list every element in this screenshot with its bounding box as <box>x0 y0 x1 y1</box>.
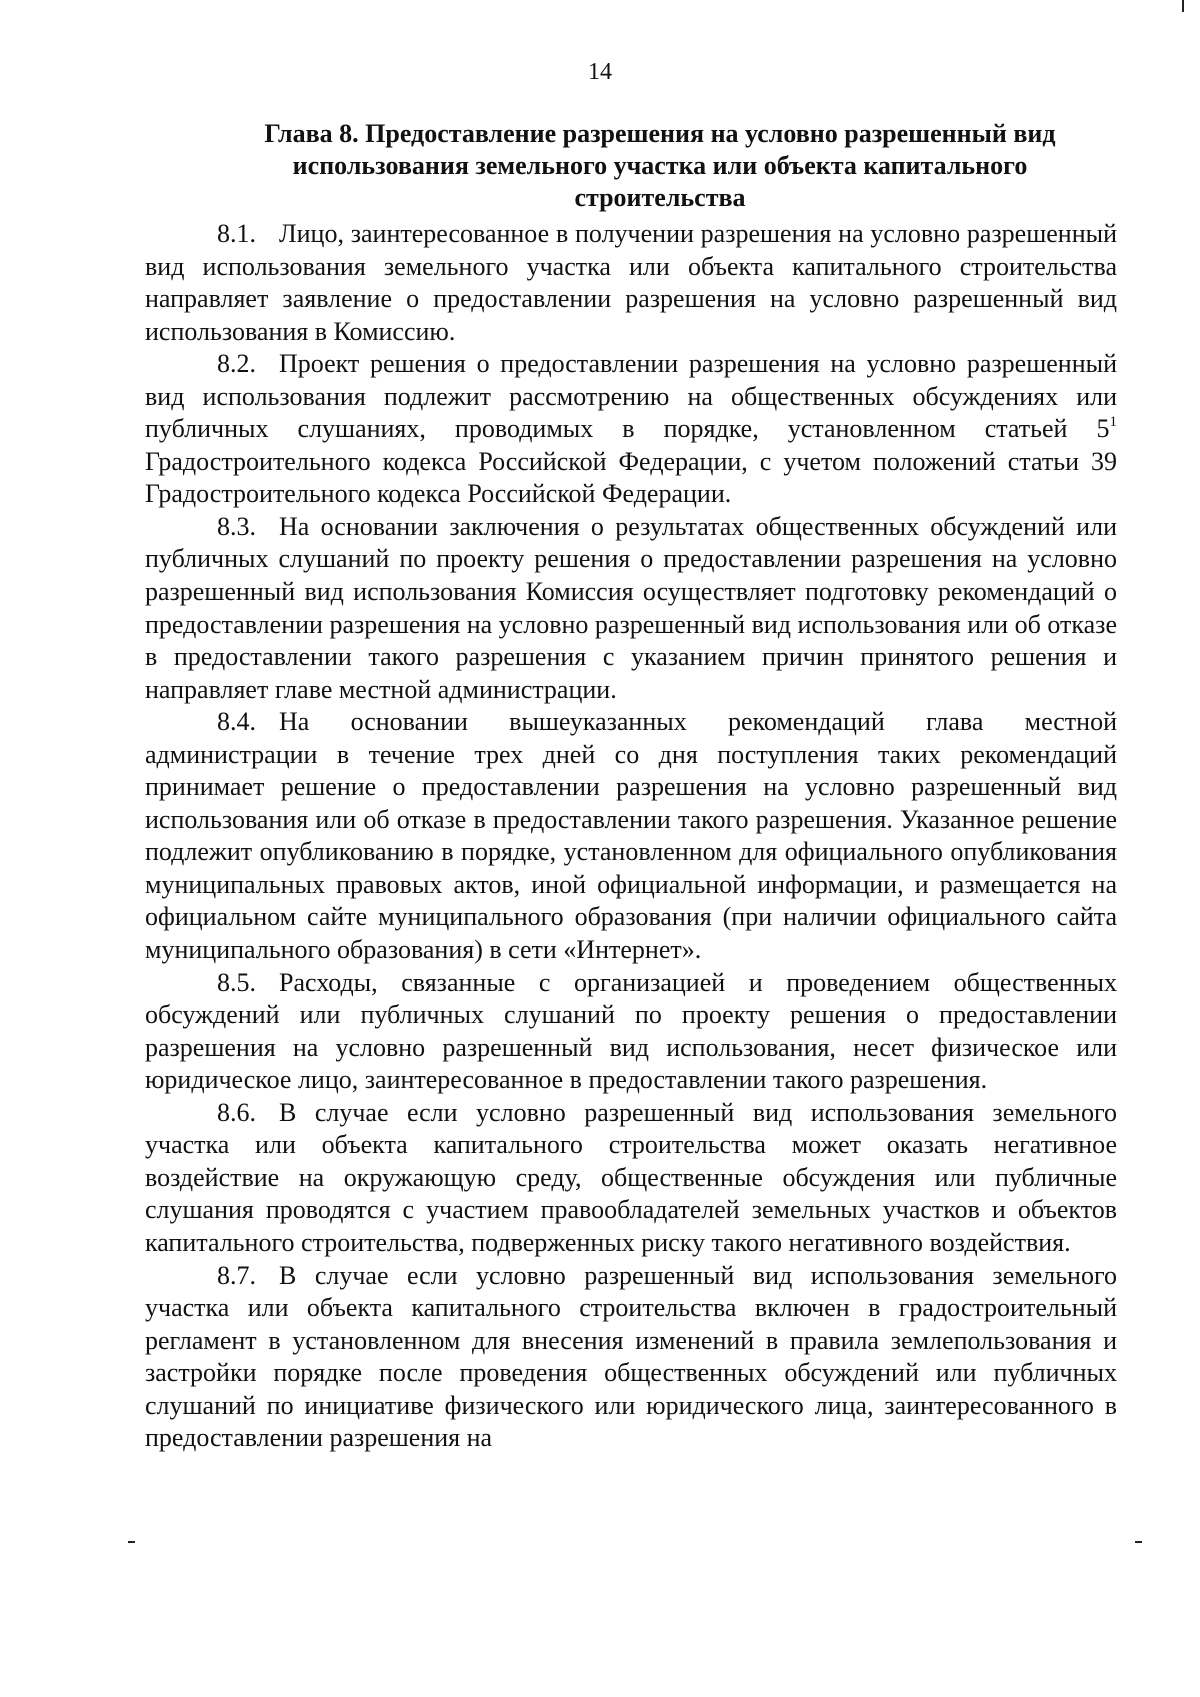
paragraph-number: 8.7. <box>217 1260 256 1290</box>
paragraph-8-7 <box>145 1260 1117 1455</box>
paragraph-number: 8.1. <box>217 219 256 248</box>
paragraph-text: В случае если условно разрешенный вид использования земельного участка или объекта капитального строительства может оказать негативное воздействие на окружающую среду, общественные обсуждения или публичные слушания проводятся с участием правообладателей земельных участков и объектов капитального строительства, подверженных риску такого негативного воздействия. <box>145 1097 1117 1257</box>
document-body <box>145 218 1117 1455</box>
paragraph-8-1 <box>145 218 1117 348</box>
paragraph-8-5 <box>145 967 1117 1097</box>
scan-mark-left-dash <box>128 1541 135 1543</box>
scan-mark-top-right <box>1182 0 1184 12</box>
paragraph-text: Проект решения о предоставлении разрешения на условно разрешенный вид использования подлежит рассмотрению на общественных обсуждениях или публичных слушаниях, проводимых в порядке, установленном статьей 5 <box>145 349 1117 444</box>
paragraph-8-4 <box>145 706 1117 966</box>
paragraph-8-3 <box>145 511 1117 706</box>
paragraph-number: 8.5. <box>217 967 256 997</box>
page-number: 14 <box>588 59 612 85</box>
paragraph-text: Лицо, заинтересованное в получении разрешения на условно разрешенный вид использования земельного участка или объекта капитального строительства направляет заявление о предоставлении разрешения на условно разрешенный вид использования в Комиссию. <box>145 219 1117 346</box>
paragraph-number: 8.2. <box>217 349 256 379</box>
chapter-title: Глава 8. Предоставление разрешения на условно разрешенный вид использования земельного участка или объекта капитального строительства <box>264 119 1056 212</box>
paragraph-number: 8.3. <box>217 511 256 541</box>
paragraph-text: На основании заключения о результатах общественных обсуждений или публичных слушаний по проекту решения о предоставлении разрешения на условно разрешенный вид использования Комиссия осуществляет подготовку рекомендаций о предоставлении разрешения на условно разрешенный вид использования или об отказе в предоставлении такого разрешения с указанием причин принятого решения и направляет главе местной администрации. <box>145 511 1117 704</box>
article-superscript: 1 <box>1109 414 1117 431</box>
paragraph-text: В случае если условно разрешенный вид использования земельного участка или объекта капитального строительства включен в градостроительный регламент в установленном для внесения изменений в правила землепользования и застройки порядке после проведения общественных обсуждений или публичных слушаний по инициативе физического или юридического лица, заинтересованного в предоставлении разрешения на <box>145 1260 1117 1453</box>
paragraph-number: 8.4. <box>217 707 256 737</box>
paragraph-text-continued: Градостроительного кодекса Российской Федерации, с учетом положений статьи 39 Градостроительного кодекса Российской Федерации. <box>145 446 1117 509</box>
paragraph-8-2 <box>145 348 1117 511</box>
paragraph-text: На основании вышеуказанных рекомендаций глава местной администрации в течение трех дней со дня поступления таких рекомендаций принимает решение о предоставлении разрешения на условно разрешенный вид использования или об отказе в предоставлении такого разрешения. Указанное решение подлежит опубликованию в порядке, установленном для официального опубликования муниципальных правовых актов, иной официальной информации, и размещается на официальном сайте муниципального образования (при наличии официального сайта муниципального образования) в сети «Интернет». <box>145 707 1117 965</box>
paragraph-8-6 <box>145 1097 1117 1260</box>
paragraph-text: Расходы, связанные с организацией и проведением общественных обсуждений или публичных слушаний по проекту решения о предоставлении разрешения на условно разрешенный вид использования, несет физическое или юридическое лицо, заинтересованное в предоставлении такого разрешения. <box>145 967 1117 1095</box>
scan-mark-right-dash <box>1135 1541 1142 1543</box>
paragraph-number: 8.6. <box>217 1097 256 1127</box>
